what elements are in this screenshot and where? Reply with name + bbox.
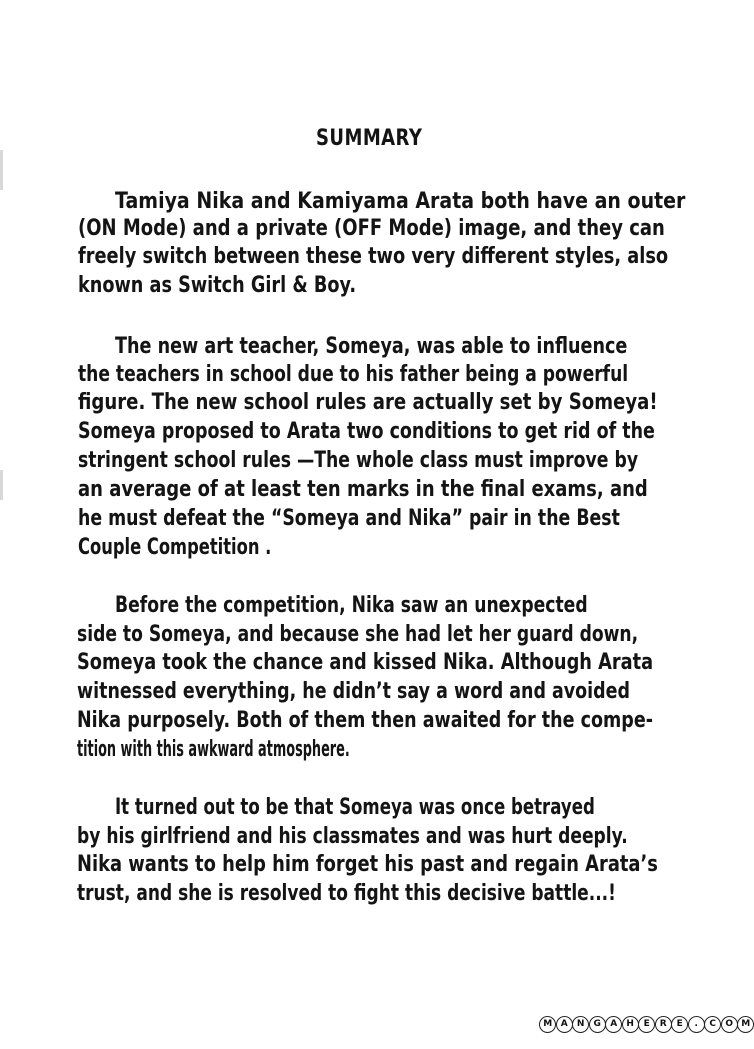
scan-edge-mark xyxy=(0,470,3,500)
watermark-letter: E xyxy=(671,1016,688,1033)
watermark-letter: M xyxy=(539,1016,556,1033)
text-line: Before the competition, Nika saw an unexpected xyxy=(115,592,588,618)
text-line: It turned out to be that Someya was once betrayed xyxy=(115,794,595,820)
text-line: an average of at least ten marks in the final exams, and xyxy=(78,476,648,502)
watermark-letter: O xyxy=(721,1016,738,1033)
watermark-letter: H xyxy=(622,1016,639,1033)
scan-edge-mark xyxy=(0,150,3,190)
text-line: known as Switch Girl & Boy. xyxy=(78,272,357,298)
watermark-letter: A xyxy=(605,1016,622,1033)
text-line: (ON Mode) and a private (OFF Mode) image, and they can xyxy=(78,215,665,241)
watermark-letter: A xyxy=(556,1016,573,1033)
text-line: the teachers in school due to his father being a powerful xyxy=(78,361,629,387)
text-line: freely switch between these two very different styles, also xyxy=(78,243,669,269)
watermark-letter: . xyxy=(688,1016,705,1033)
text-line: side to Someya, and because she had let her guard down, xyxy=(77,621,639,647)
text-line: by his girlfriend and his classmates and was hurt deeply. xyxy=(77,823,628,849)
text-line: Someya proposed to Arata two conditions to get rid of the xyxy=(78,418,655,444)
text-line: trust, and she is resolved to fight this decisive battle...! xyxy=(77,880,616,906)
watermark-letter: E xyxy=(638,1016,655,1033)
text-line: witnessed everything, he didn’t say a word and avoided xyxy=(77,678,630,704)
text-line: Someya took the chance and kissed Nika. Although Arata xyxy=(77,649,654,675)
watermark-letter: M xyxy=(737,1016,754,1033)
text-line: tition with this awkward atmosphere. xyxy=(77,736,350,762)
mangahere-watermark-logo xyxy=(539,1014,754,1035)
text-line: he must defeat the “Someya and Nika” pair in the Best xyxy=(78,505,620,531)
text-line: Nika purposely. Both of them then awaited for the compe- xyxy=(77,707,653,733)
text-line: Couple Competition . xyxy=(78,534,272,560)
text-line: Tamiya Nika and Kamiyama Arata both have an outer xyxy=(115,188,686,214)
text-line: The new art teacher, Someya, was able to influence xyxy=(115,333,628,359)
text-line: stringent school rules —The whole class must improve by xyxy=(78,447,639,473)
watermark-letter: R xyxy=(655,1016,672,1033)
watermark-letter: C xyxy=(704,1016,721,1033)
watermark-letter: N xyxy=(572,1016,589,1033)
text-line: Nika wants to help him forget his past and regain Arata’s xyxy=(77,851,658,877)
text-line: figure. The new school rules are actually set by Someya! xyxy=(78,389,658,415)
watermark-letter: G xyxy=(589,1016,606,1033)
page-title: SUMMARY xyxy=(315,126,423,151)
